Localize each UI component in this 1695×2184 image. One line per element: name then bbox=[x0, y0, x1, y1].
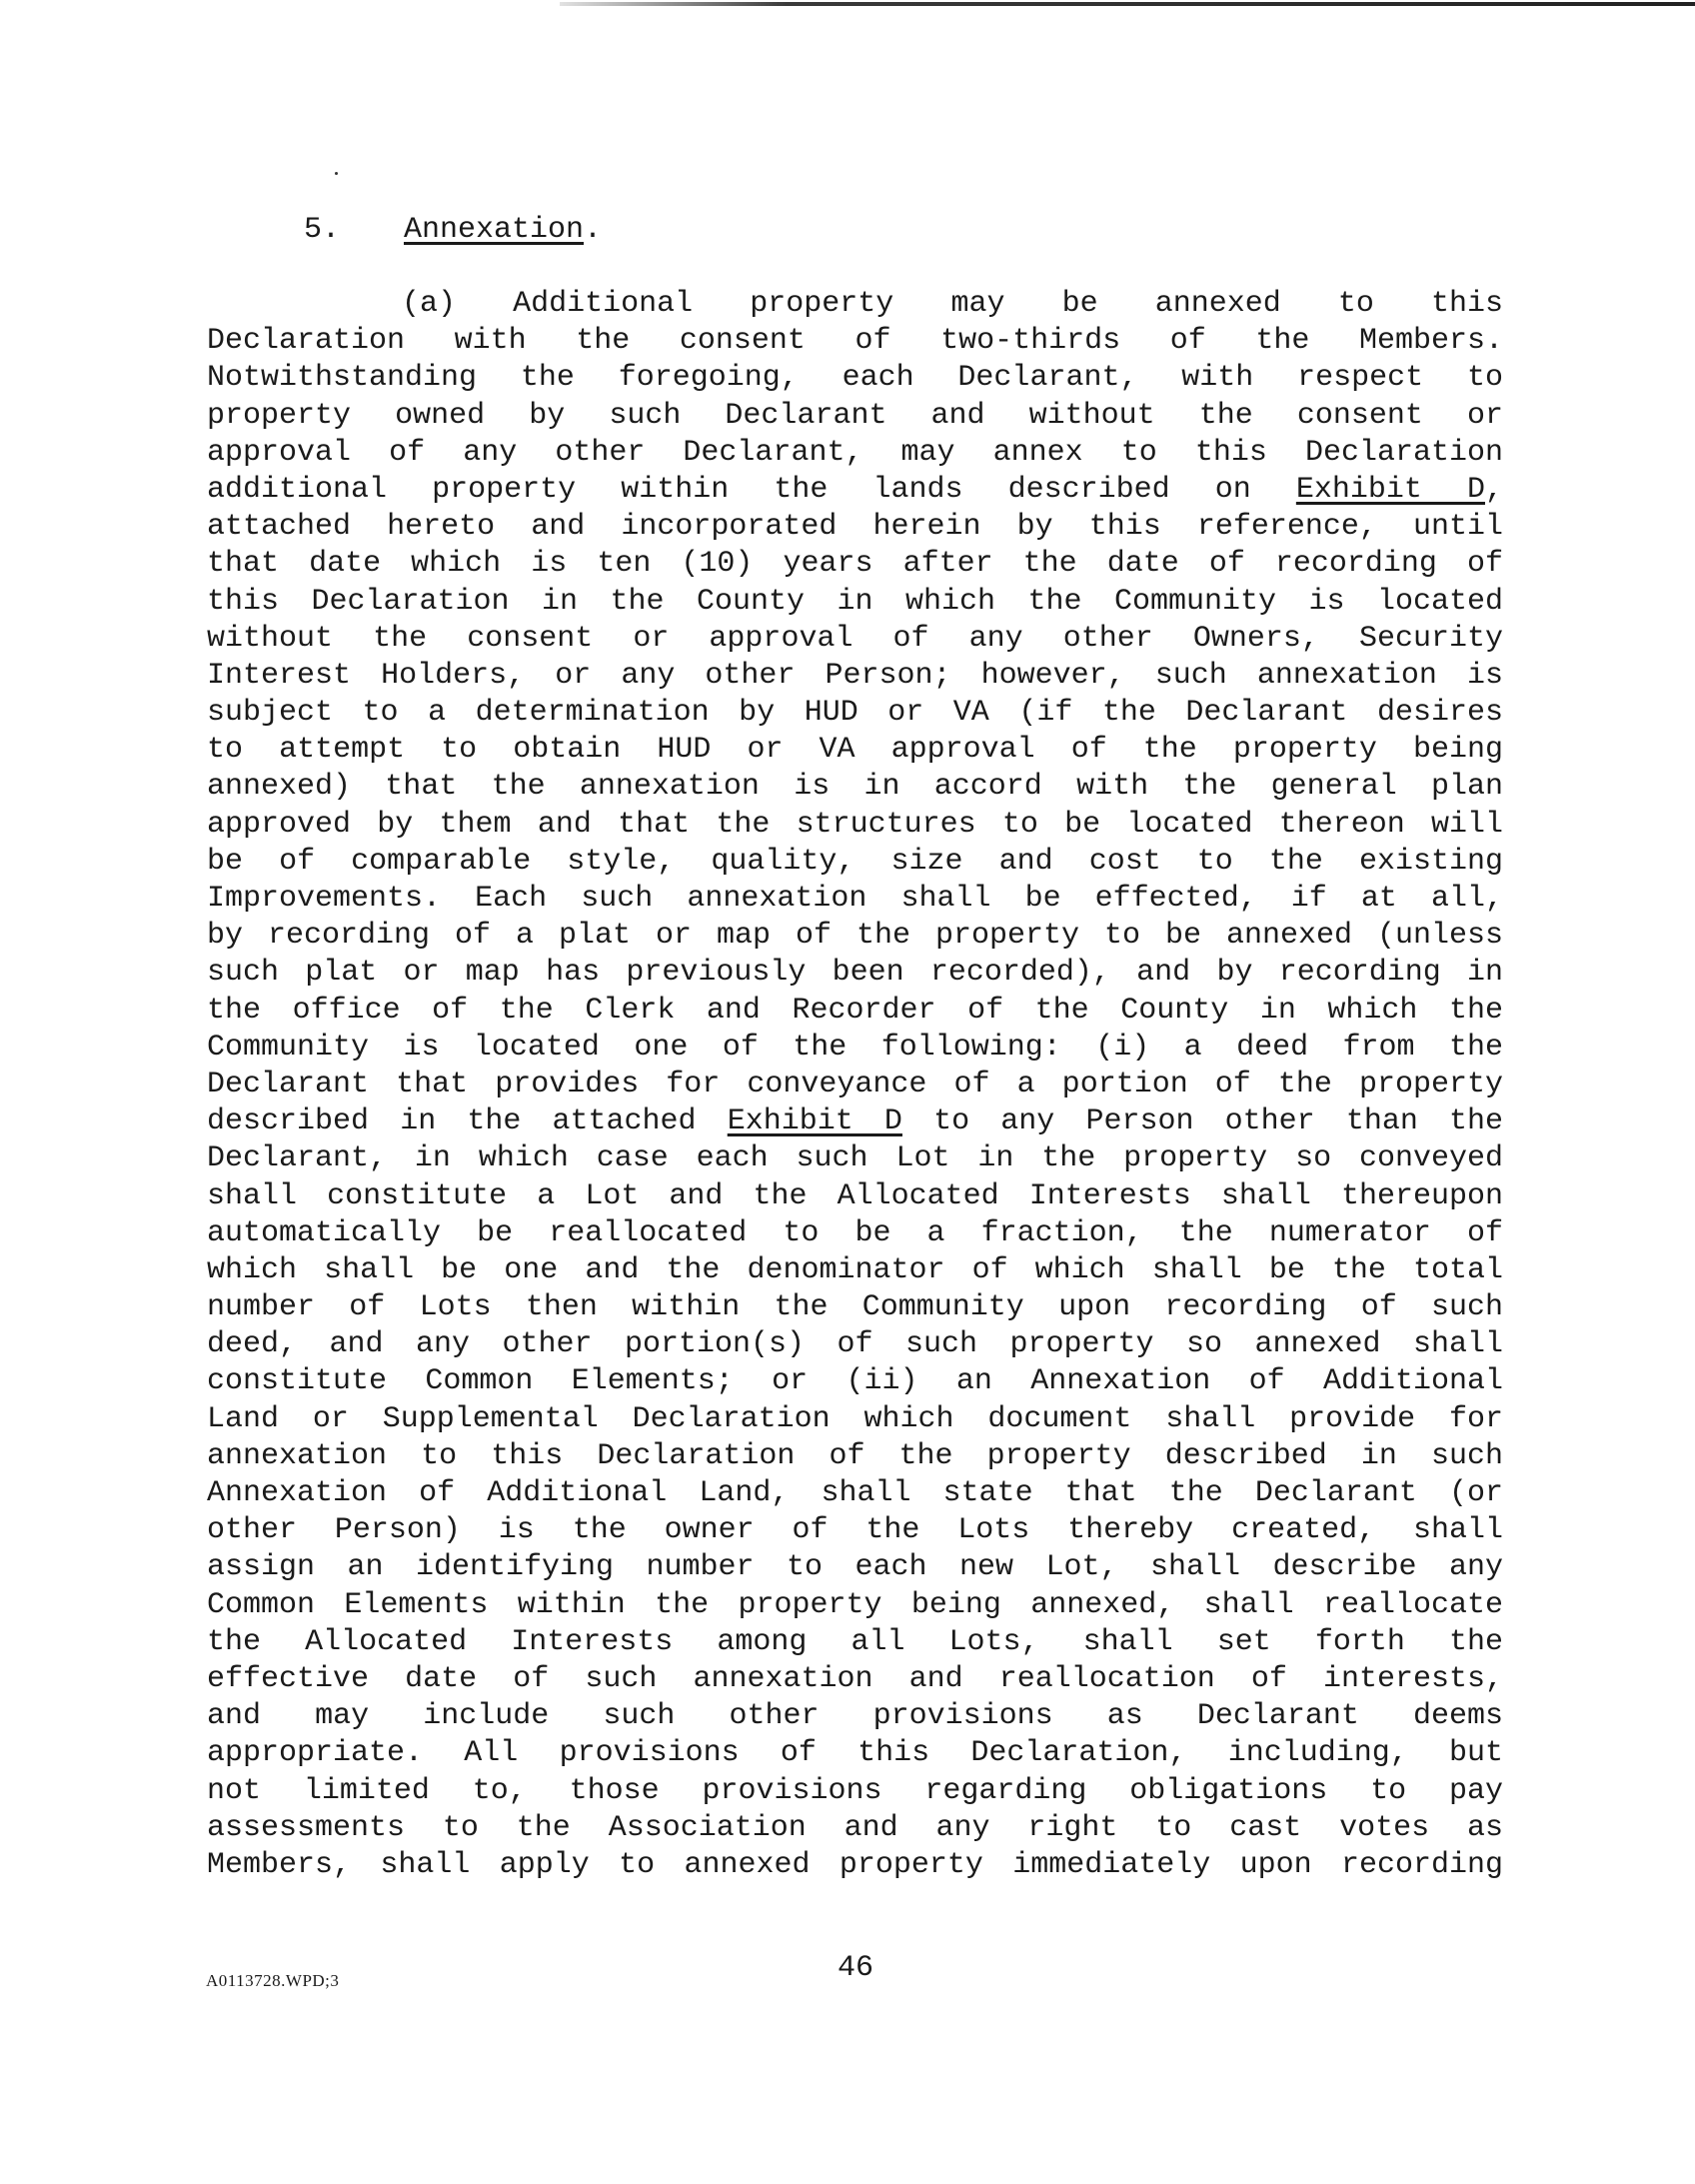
paragraph-line: constitute Common Elements; or (ii) an Annexation of Additional bbox=[207, 1364, 1503, 1399]
paragraph-line: which shall be one and the denominator of which shall be the total bbox=[207, 1252, 1503, 1287]
document-id: A0113728.WPD;3 bbox=[206, 1971, 340, 1990]
paragraph-line: this Declaration in the County in which the Community is located bbox=[207, 584, 1503, 619]
section-title-suffix: . bbox=[584, 213, 603, 247]
paragraph-line: be of comparable style, quality, size and cost to the existing bbox=[207, 844, 1503, 879]
paragraph-line: assign an identifying number to each new Lot, shall describe any bbox=[207, 1550, 1503, 1585]
paragraph-line: shall constitute a Lot and the Allocated Interests shall thereupon bbox=[207, 1178, 1503, 1213]
scan-speck bbox=[335, 172, 338, 175]
paragraph-line: Community is located one of the following: (i) a deed from the bbox=[207, 1030, 1503, 1065]
paragraph-line: deed, and any other portion(s) of such property so annexed shall bbox=[207, 1327, 1503, 1362]
paragraph-line: property owned by such Declarant and without the consent or bbox=[207, 398, 1503, 433]
paragraph-line: Declaration with the consent of two-thirds of the Members. bbox=[207, 324, 1503, 359]
paragraph-line: Notwithstanding the foregoing, each Declarant, with respect to bbox=[207, 361, 1503, 396]
paragraph-line: other Person) is the owner of the Lots thereby created, shall bbox=[207, 1513, 1503, 1548]
paragraph-line: Interest Holders, or any other Person; however, such annexation is bbox=[207, 658, 1503, 693]
section-heading bbox=[304, 210, 602, 250]
paragraph-line: Improvements. Each such annexation shall be effected, if at all, bbox=[207, 882, 1503, 916]
paragraph-line: assessments to the Association and any right to cast votes as bbox=[207, 1810, 1503, 1845]
paragraph-line: that date which is ten (10) years after the date of recording of bbox=[207, 547, 1503, 582]
paragraph-line: and may include such other provisions as Declarant deems bbox=[207, 1699, 1503, 1734]
paragraph-line: appropriate. All provisions of this Declaration, including, but bbox=[207, 1736, 1503, 1771]
exhibit-reference: Exhibit D bbox=[1295, 472, 1485, 507]
paragraph-line: the Allocated Interests among all Lots, shall set forth the bbox=[207, 1624, 1503, 1659]
paragraph-line: Annexation of Additional Land, shall state that the Declarant (or bbox=[207, 1476, 1503, 1510]
paragraph-line: Land or Supplemental Declaration which document shall provide for bbox=[207, 1401, 1503, 1436]
paragraph-line: without the consent or approval of any other Owners, Security bbox=[207, 621, 1503, 656]
paragraph-line: described in the attached Exhibit D to any Person other than the bbox=[207, 1104, 1504, 1139]
paragraph-line: approval of any other Declarant, may annex to this Declaration bbox=[207, 435, 1503, 470]
paragraph-line: Members, shall apply to annexed property immediately upon recording bbox=[207, 1847, 1503, 1882]
paragraph-line: additional property within the lands described on Exhibit D, bbox=[207, 472, 1503, 507]
paragraph-line: Declarant that provides for conveyance of a portion of the property bbox=[207, 1067, 1503, 1101]
paragraph-line: (a) Additional property may be annexed to this bbox=[402, 287, 1503, 321]
paragraph-line: effective date of such annexation and reallocation of interests, bbox=[207, 1661, 1503, 1696]
paragraph-line: number of Lots then within the Community upon recording of such bbox=[207, 1290, 1503, 1325]
paragraph-line: automatically be reallocated to be a fraction, the numerator of bbox=[207, 1215, 1503, 1250]
section-number: 5. bbox=[304, 213, 341, 247]
paragraph-line: subject to a determination by HUD or VA (if the Declarant desires bbox=[207, 696, 1503, 731]
annexation-paragraph bbox=[207, 286, 1503, 1884]
section-title: Annexation bbox=[404, 213, 585, 247]
paragraph-line: annexation to this Declaration of the property described in such bbox=[207, 1438, 1503, 1473]
page-number: 46 bbox=[838, 1951, 874, 1985]
paragraph-line: annexed) that the annexation is in accord with the general plan bbox=[207, 770, 1503, 805]
paragraph-line: Common Elements within the property being annexed, shall reallocate bbox=[207, 1587, 1503, 1622]
paragraph-line: not limited to, those provisions regarding obligations to pay bbox=[207, 1773, 1503, 1808]
paragraph-line: attached hereto and incorporated herein by this reference, until bbox=[207, 510, 1503, 545]
exhibit-reference: Exhibit D bbox=[727, 1104, 902, 1139]
paragraph-line: to attempt to obtain HUD or VA approval of the property being bbox=[207, 733, 1503, 768]
paragraph-line: approved by them and that the structures to be located thereon will bbox=[207, 807, 1503, 842]
paragraph-line: such plat or map has previously been recorded), and by recording in bbox=[207, 956, 1503, 991]
paragraph-line: by recording of a plat or map of the property to be annexed (unless bbox=[207, 919, 1503, 954]
scan-artifact-line bbox=[560, 2, 1695, 6]
paragraph-line: the office of the Clerk and Recorder of the County in which the bbox=[207, 993, 1503, 1028]
paragraph-line: Declarant, in which case each such Lot in the property so conveyed bbox=[207, 1141, 1503, 1176]
